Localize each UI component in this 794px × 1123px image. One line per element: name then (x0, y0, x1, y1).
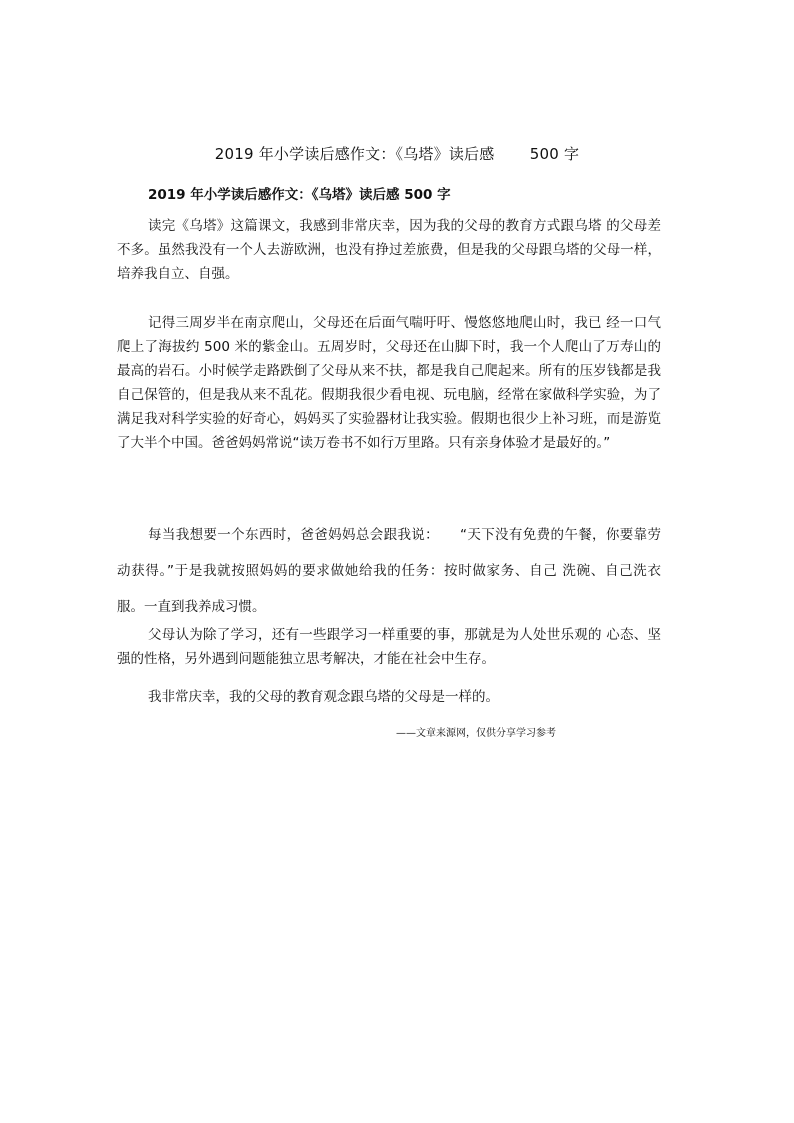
document-subtitle: 2019 年小学读后感作文：《乌塔》读后感 500 字 (148, 187, 451, 203)
paragraph-2: 记得三周岁半在南京爬山，父母还在后面气喘吁吁、慢悠悠地爬山时，我已 经一口气爬上了海拔约 500 米的紫金山。五周岁时，父母还在山脚下时，我一个人爬山了万寿山的最高的岩石。小时候学走路跌倒了父母从来不扶，都是我自己爬起来。所有的压岁钱都是我自己保管的，但是我从来不乱花。假期我很少看电视、玩电脑，经常在家做科学实验，为了满足我对科学实验的好奇心，妈妈买了实验器材让我实验。假期也很少上补习班，而是游览了大半个中国。爸爸妈妈常说“读万卷书不如行万里路。只有亲身体验才是最好的。” (117, 315, 661, 451)
paragraph-5: 我非常庆幸，我的父母的教育观念跟乌塔的父母是一样的。 (148, 689, 499, 705)
paragraph-3: 每当我想要一个东西时，爸爸妈妈总会跟我说： “天下没有免费的午餐，你要靠劳动获得。”于是我就按照妈妈的要求做她给我的任务：按时做家务、自己 洗碗、自己洗衣服。一直到我养成习惯。 (117, 527, 661, 615)
paragraph-4: 父母认为除了学习，还有一些跟学习一样重要的事，那就是为人处世乐观的 心态、坚强的性格，另外遇到问题能独立思考解决，才能在社会中生存。 (117, 627, 661, 667)
source-note: ——文章来源网，仅供分享学习参考 (396, 728, 556, 739)
document-title: 2019 年小学读后感作文：《乌塔》读后感 500 字 (214, 145, 580, 163)
paragraph-1: 读完《乌塔》这篇课文，我感到非常庆幸，因为我的父母的教育方式跟乌塔 的父母差不多。虽然我没有一个人去游欧洲，也没有挣过差旅费，但是我的父母跟乌塔的父母一样，培养我自立、自强。 (117, 218, 661, 282)
